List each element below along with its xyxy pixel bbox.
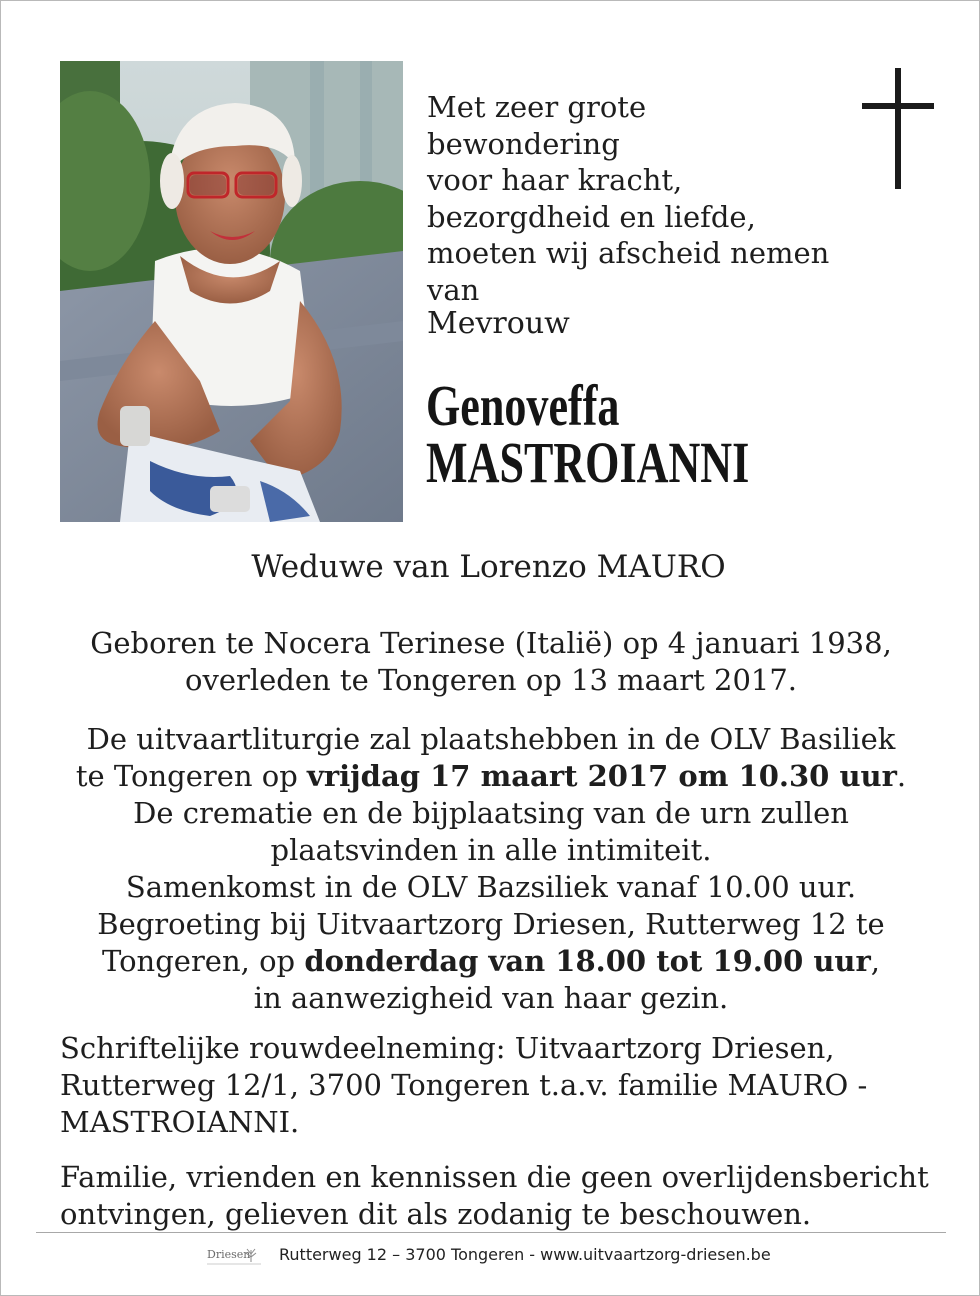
- ceremony-line: De crematie en de bijplaatsing van de urn zullen: [133, 796, 849, 830]
- ceremony-info: [41, 721, 941, 1017]
- condolence-line: Rutterweg 12/1, 3700 Tongeren t.a.v. familie MAURO -: [60, 1068, 868, 1102]
- last-name: MASTROIANNI: [426, 430, 750, 495]
- ceremony-line: De uitvaartliturgie zal plaatshebben in de OLV Basiliek: [86, 722, 896, 756]
- ceremony-line: te Tongeren op vrijdag 17 maart 2017 om 10.30 uur.: [75, 759, 907, 793]
- ceremony-line: Begroeting bij Uitvaartzorg Driesen, Rutterweg 12 te: [97, 907, 885, 941]
- intro-line: bezorgdheid en liefde,: [427, 199, 756, 234]
- portrait-photo: [60, 61, 403, 522]
- footer-address: Rutterweg 12 – 3700 Tongeren - www.uitvaartzorg-driesen.be: [279, 1245, 771, 1264]
- ceremony-line: Tongeren, op donderdag van 18.00 tot 19.00 uur,: [101, 944, 881, 978]
- family-note-line: ontvingen, gelieven dit als zodanig te beschouwen.: [60, 1197, 812, 1231]
- intro-line: voor haar kracht,: [427, 163, 683, 197]
- condolence-address: [60, 1030, 940, 1141]
- intro-line: van: [427, 272, 480, 307]
- intro-line: Met zeer grote bewondering: [427, 90, 647, 161]
- funeral-datetime: vrijdag 17 maart 2017 om 10.30 uur: [307, 759, 897, 793]
- ceremony-line: in aanwezigheid van haar gezin.: [253, 981, 729, 1015]
- intro-text: [427, 89, 847, 308]
- ceremony-line: plaatsvinden in alle intimiteit.: [270, 833, 712, 867]
- birth-death-info: [41, 625, 941, 699]
- footer-divider: [36, 1232, 946, 1233]
- honorific: Mevrouw: [427, 306, 570, 341]
- birth-line: Geboren te Nocera Terinese (Italië) op 4 januari 1938,: [90, 626, 892, 660]
- intro-line: moeten wij afscheid nemen: [427, 236, 830, 270]
- family-note: [60, 1159, 940, 1233]
- widow-line: Weduwe van Lorenzo MAURO: [251, 549, 726, 585]
- svg-text:Driesen: Driesen: [207, 1248, 251, 1261]
- footer: [1, 1242, 980, 1272]
- cross-icon: [862, 68, 934, 189]
- condolence-line: Schriftelijke rouwdeelneming: Uitvaartzorg Driesen,: [60, 1031, 835, 1065]
- family-note-line: Familie, vrienden en kennissen die geen overlijdensbericht: [60, 1160, 929, 1194]
- visitation-time: donderdag van 18.00 tot 19.00 uur: [304, 944, 871, 978]
- driesen-logo: [205, 1244, 265, 1270]
- condolence-line: MASTROIANNI.: [60, 1105, 300, 1139]
- first-name: Genoveffa: [426, 373, 620, 438]
- death-line: overleden te Tongeren op 13 maart 2017.: [184, 663, 798, 697]
- ceremony-line: Samenkomst in de OLV Bazsiliek vanaf 10.00 uur.: [125, 870, 857, 904]
- deceased-name: [426, 373, 791, 495]
